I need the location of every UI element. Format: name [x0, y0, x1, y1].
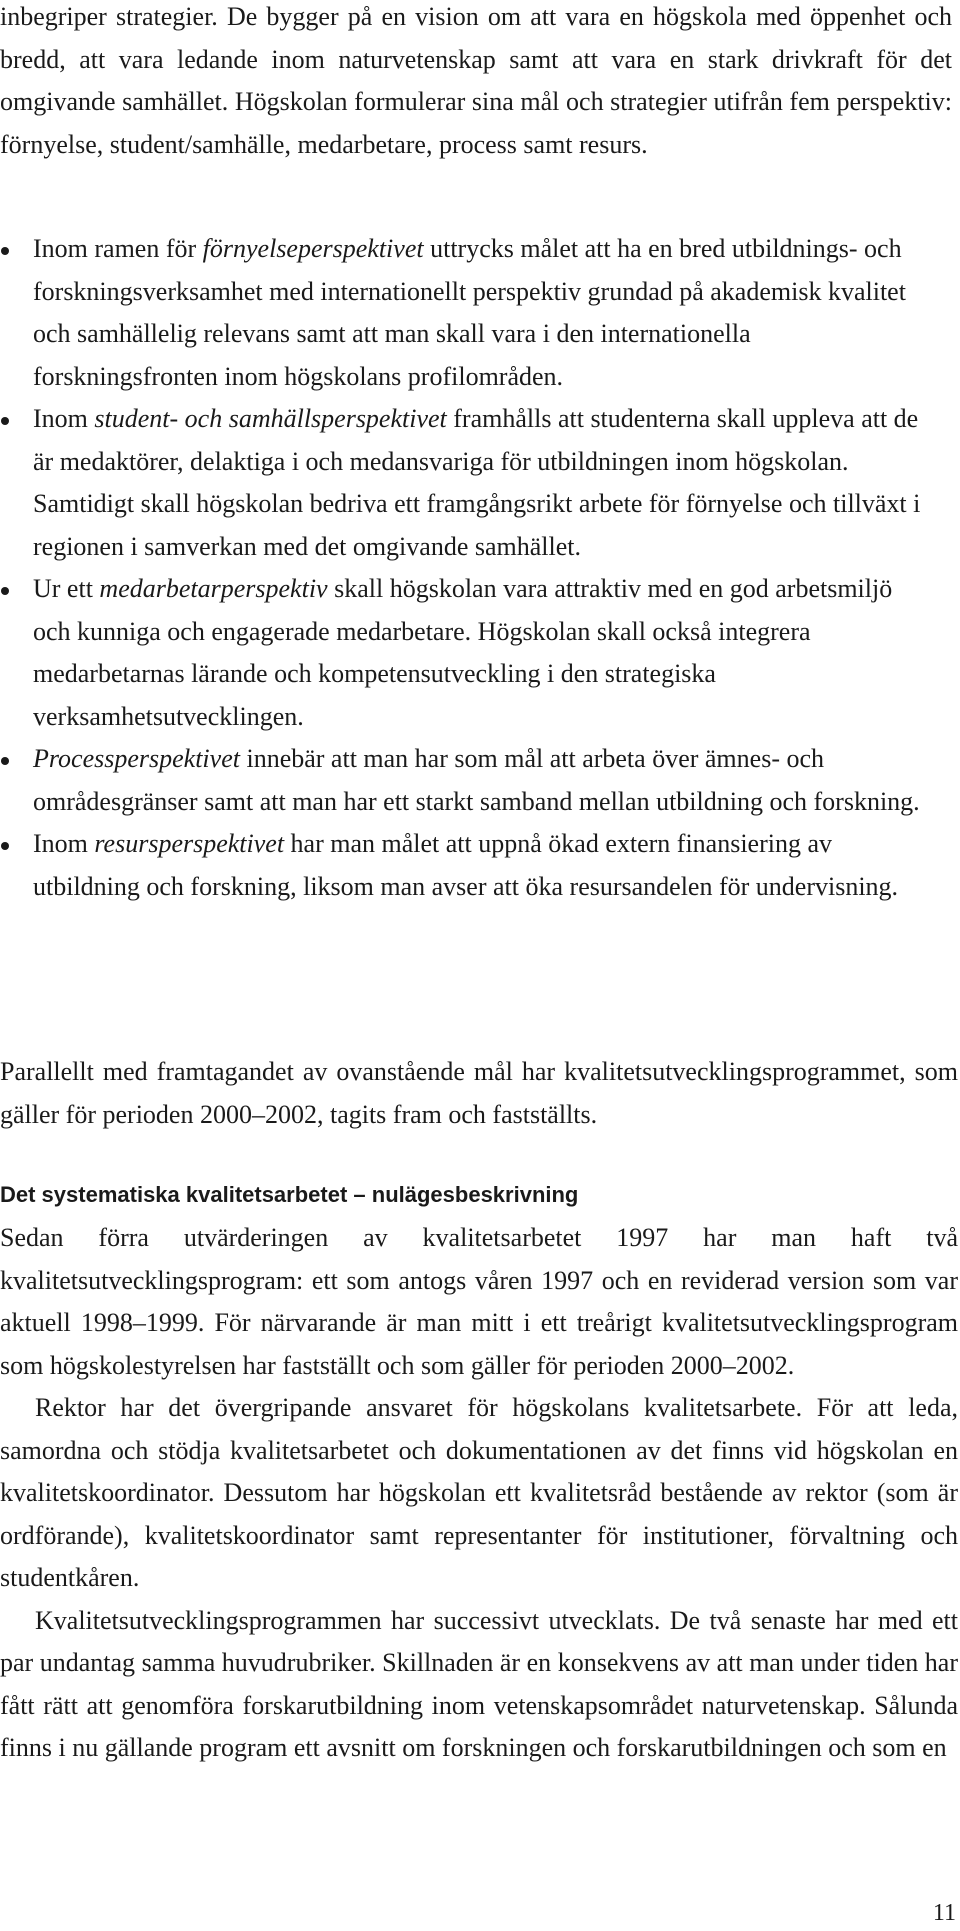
section-body: [0, 1217, 958, 1770]
perspective-term: medarbetarperspektiv: [99, 574, 328, 603]
list-item-perspective: [0, 568, 924, 738]
bullet-icon: [1, 247, 9, 255]
bullet-icon: [1, 757, 9, 765]
perspective-text: Inom ramen för förnyelseperspektivet uttrycks målet att ha en bred utbildnings- och forskningsverksamhet med internationellt perspektiv grundad på akademisk kvalitet och samhällelig relevans samt att man skall vara i den internationella forskningsfronten inom högskolans profilområden.: [33, 234, 906, 391]
perspectives-list: [0, 228, 924, 908]
bullet-icon: [1, 842, 9, 850]
bullet-icon: [1, 587, 9, 595]
page-number: 11: [932, 1900, 956, 1926]
parallel-paragraph: Parallellt med framtagandet av ovanstående mål har kvalitetsutvecklingsprogrammet, som gäller för perioden 2000–2002, tagits fram och fastställts.: [0, 1057, 958, 1129]
list-item-perspective: [0, 823, 924, 908]
list-item-perspective: [0, 738, 924, 823]
section-heading: Det systematiska kvalitetsarbetet – nulägesbeskrivning: [0, 1182, 579, 1207]
section-paragraph: Kvalitetsutvecklingsprogrammen har successivt utvecklats. De två senaste har med ett par undantag samma huvudrubriker. Skillnaden är en konsekvens av att man under tiden har fått rätt att genomföra forskarutbildning inom vetenskapsområdet naturvetenskap. Sålunda finns i nu gällande program ett avsnitt om forskningen och forskarutbildningen och som en: [0, 1605, 958, 1762]
intro-paragraph: inbegriper strategier. De bygger på en vision om att vara en högskola med öppenhet och bredd, att vara ledande inom naturvetenskap samt att vara en stark drivkraft för det omgivande samhället. Högskolan formulerar sina mål och strategier utifrån fem perspektiv: förnyelse, student/samhälle, medarbetare, process samt resurs.: [0, 2, 952, 159]
perspective-text: Processperspektivet innebär att man har som mål att arbeta över ämnes- och områdesgränser samt att man har ett starkt samband mellan utbildning och forskning.: [33, 744, 920, 816]
perspective-text: Ur ett medarbetarperspektiv skall högskolan vara attraktiv med en god arbetsmiljö och kunniga och engagerade medarbetare. Högskolan skall också integrera medarbetarnas lärande och kompetensutveckling i den strategiska verksamhetsutvecklingen.: [33, 574, 893, 731]
list-item-perspective: [0, 398, 924, 568]
section-paragraph: Sedan förra utvärderingen av kvalitetsarbetet 1997 har man haft två kvalitetsutvecklingsprogram: ett som antogs våren 1997 och en reviderad version som var aktuell 1998–1999. För närvarande är man mitt i ett treårigt kvalitetsutvecklingsprogram som högskolestyrelsen har fastställt och som gäller för perioden 2000–2002.: [0, 1223, 958, 1380]
bullet-icon: [1, 417, 9, 425]
perspective-term: student- och samhällsperspektivet: [94, 404, 447, 433]
perspective-text: Inom resursperspektivet har man målet att uppnå ökad extern finansiering av utbildning och forskning, liksom man avser att öka resursandelen för undervisning.: [33, 829, 899, 901]
perspective-term: resursperspektivet: [94, 829, 285, 858]
section-paragraph: Rektor har det övergripande ansvaret för högskolans kvalitetsarbete. För att leda, samordna och stödja kvalitetsarbetet och dokumentationen av det finns vid högskolan en kvalitetskoordinator. Dessutom har högskolan ett kvalitetsråd bestående av rektor (som är ordförande), kvalitetskoordinator samt representanter för institutioner, förvaltning och studentkåren.: [0, 1393, 958, 1592]
perspective-term: Processperspektivet: [33, 744, 240, 773]
perspective-term: förnyelseperspektivet: [202, 234, 424, 263]
perspective-text: Inom student- och samhällsperspektivet framhålls att studenterna skall uppleva att de är medaktörer, delaktiga i och medansvariga för utbildningen inom högskolan. Samtidigt skall högskolan bedriva ett framgångsrikt arbete för förnyelse och tillväxt i regionen i samverkan med det omgivande samhället.: [33, 404, 921, 561]
list-item-perspective: [0, 228, 924, 398]
